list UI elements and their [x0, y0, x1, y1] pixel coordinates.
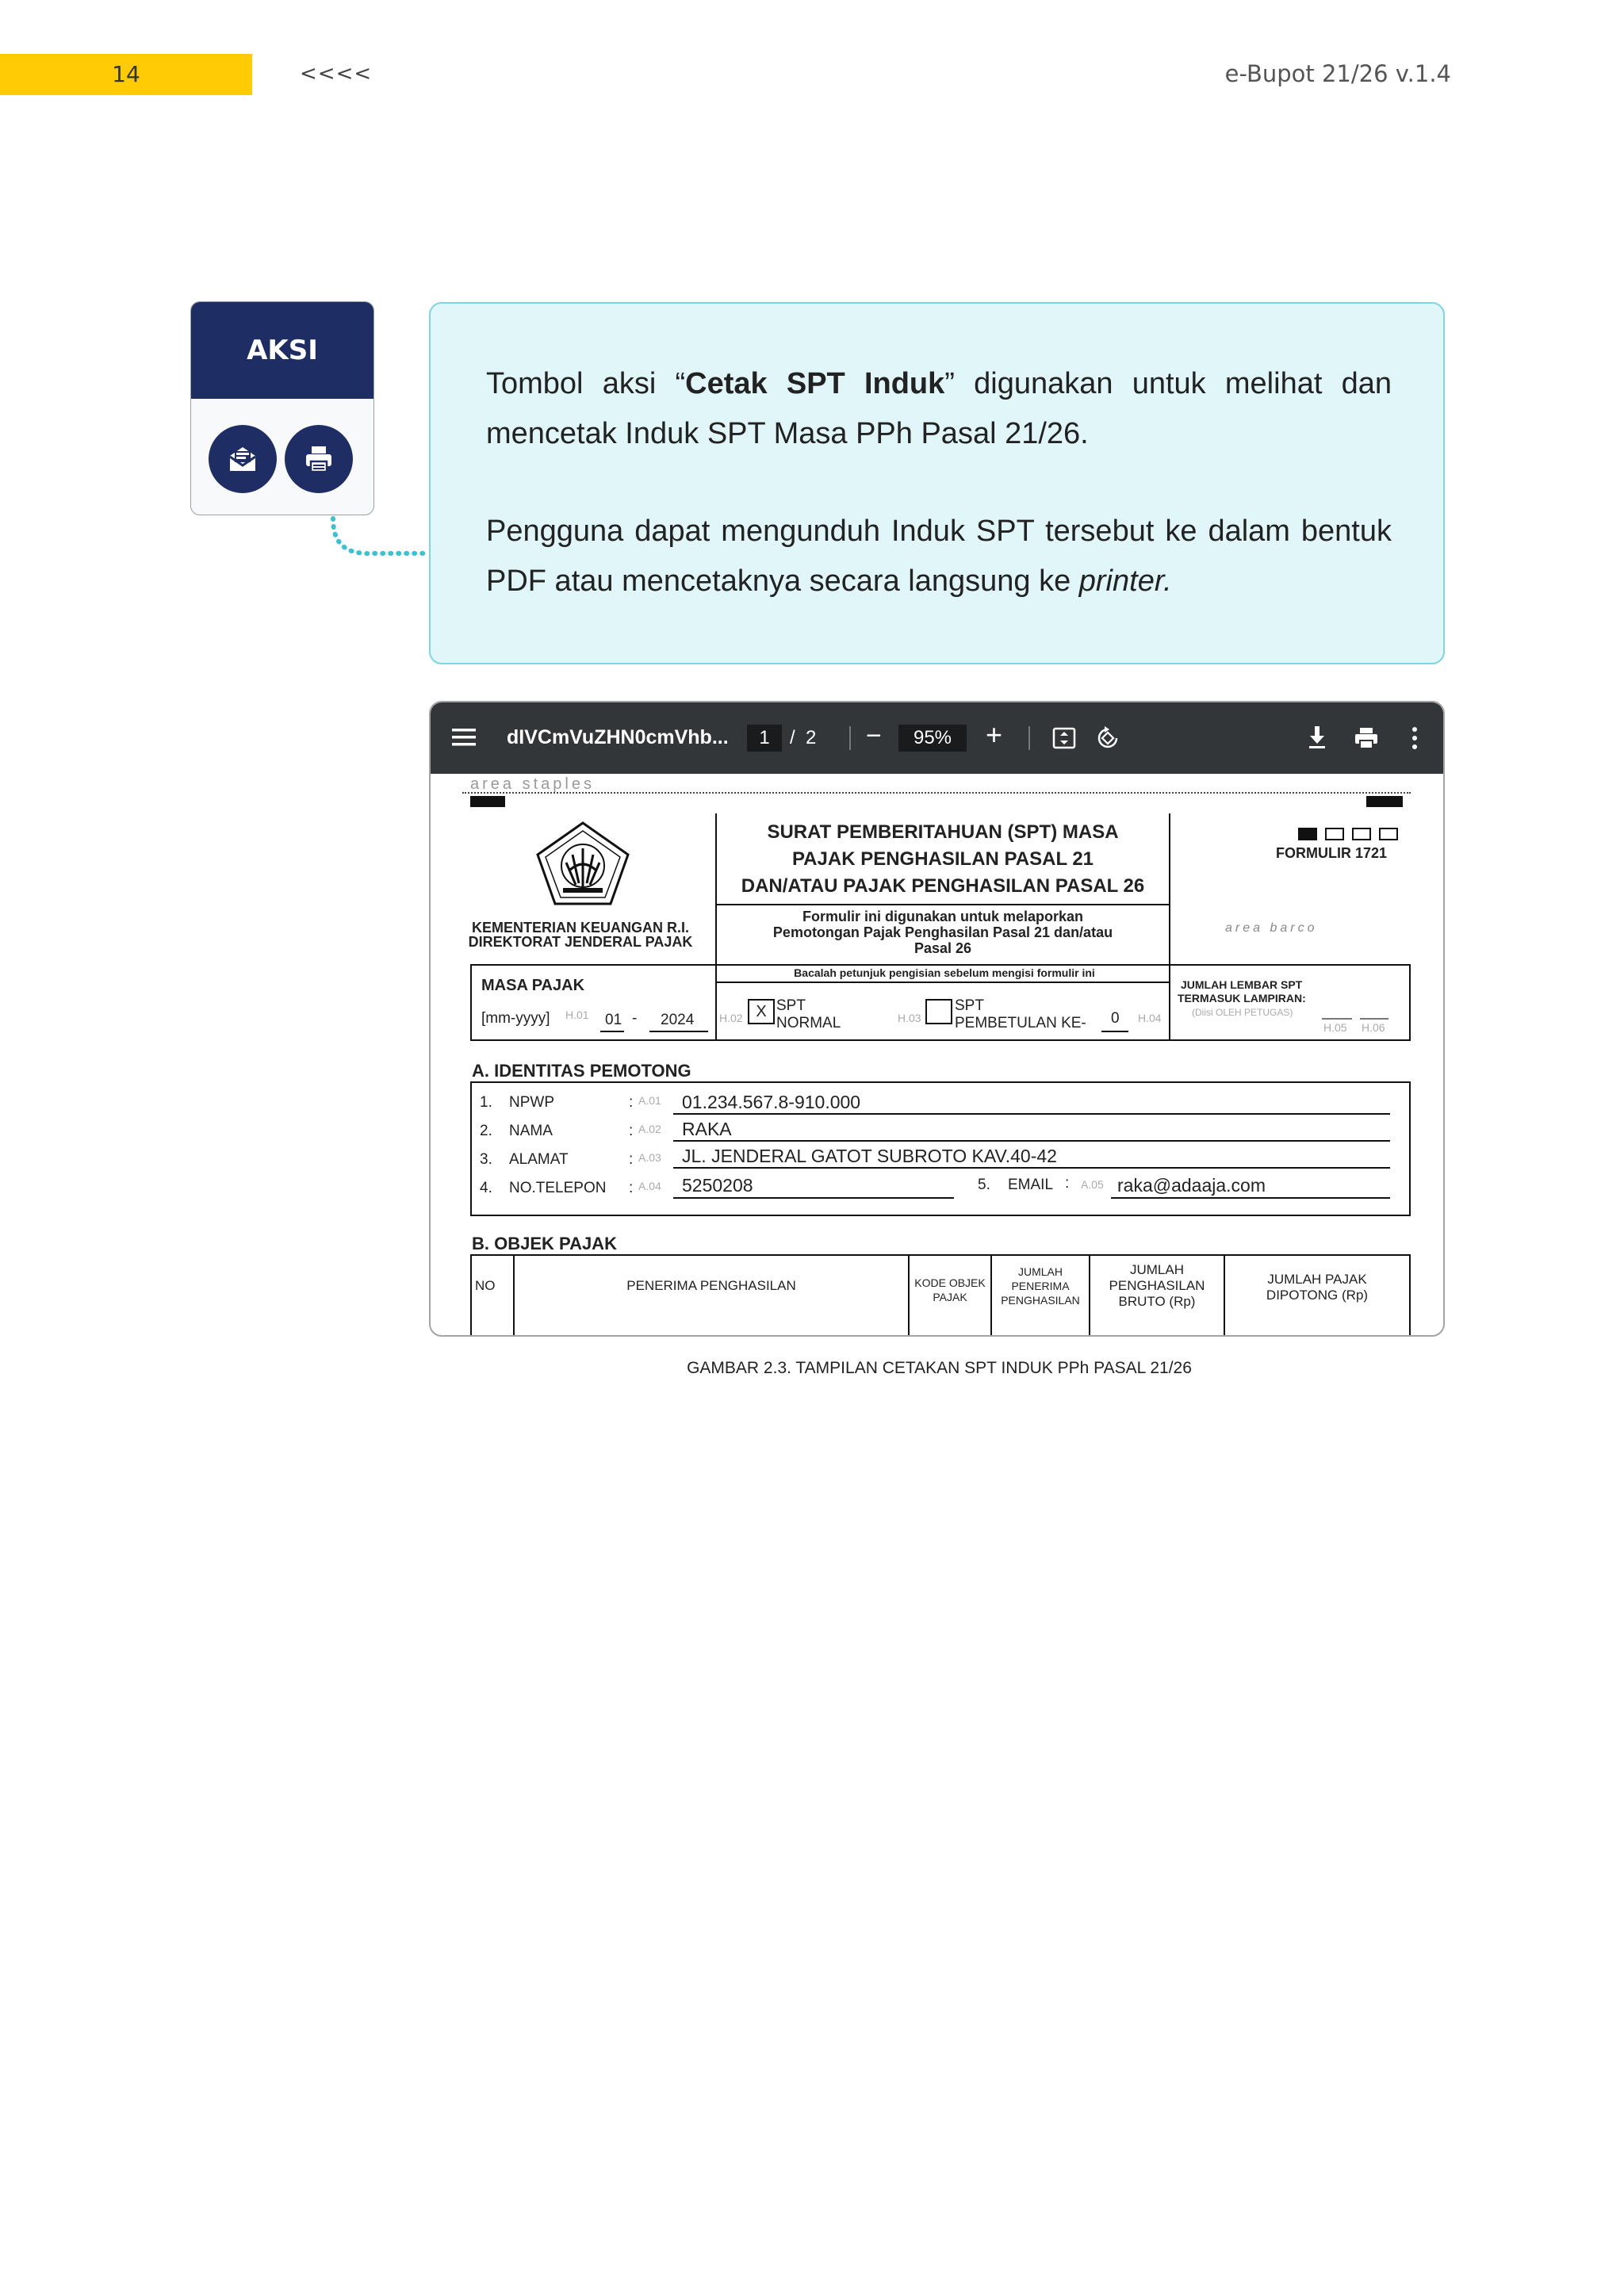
table-header-kode: PAJAK — [933, 1291, 967, 1303]
field-code: A.01 — [638, 1094, 661, 1107]
spt-title-line-1: SURAT PEMBERITAHUAN (SPT) MASA — [767, 821, 1119, 843]
ministry-logo — [534, 821, 631, 905]
callout-paragraph-1: Tombol aksi “Cetak SPT Induk” digunakan untuk melihat dan mencetak Induk SPT Masa PPh Pasal 21/26. — [486, 367, 1392, 450]
document-title: e-Bupot 21/26 v.1.4 — [1224, 60, 1451, 87]
colon: : — [629, 1180, 634, 1196]
print-icon — [303, 443, 335, 475]
staple-mark — [1366, 796, 1403, 807]
pdf-toolbar — [431, 702, 1443, 774]
spt-normal-checkbox: X — [748, 999, 775, 1024]
zoom-level-input[interactable]: 95% — [898, 725, 967, 752]
table-header-jumlah-penerima: PENERIMA — [1011, 1280, 1070, 1292]
section-b-title: B. OBJEK PAJAK — [472, 1234, 617, 1253]
lampiran-label-2: TERMASUK LAMPIRAN: — [1178, 992, 1306, 1004]
spt-pembetulan-label-1: SPT — [955, 997, 984, 1014]
spt-subtitle-line-1: Formulir ini digunakan untuk melaporkan — [802, 909, 1084, 924]
underline — [1111, 1197, 1390, 1199]
spt-subtitle-line-2: Pemotongan Pajak Penghasilan Pasal 21 dan/atau — [772, 924, 1113, 940]
page-number-input[interactable]: 1 — [747, 725, 782, 752]
form-box — [1325, 828, 1344, 840]
fit-page-icon[interactable] — [1052, 727, 1076, 749]
form-box-filled — [1298, 828, 1317, 840]
colon: : — [629, 1094, 634, 1111]
underline — [1101, 1031, 1128, 1032]
identity-num: 5. — [978, 1177, 990, 1193]
menu-icon[interactable] — [452, 727, 476, 748]
ministry-name: KEMENTERIAN KEUANGAN R.I. — [471, 920, 689, 936]
print-spt-button[interactable] — [285, 425, 353, 493]
formulir-label: FORMULIR 1721 — [1276, 845, 1388, 861]
table-header-jumlah-penerima: PENGHASILAN — [1001, 1294, 1080, 1307]
back-link[interactable]: <<<< — [300, 62, 373, 86]
rule — [717, 904, 1169, 905]
field-code: A.03 — [638, 1151, 661, 1164]
underline — [673, 1140, 1390, 1142]
divider — [715, 982, 1170, 983]
staple-line — [462, 792, 1411, 794]
aksi-card — [190, 301, 374, 515]
table-header-penerima: PENERIMA PENGHASILAN — [626, 1278, 796, 1293]
table-col — [470, 1254, 472, 1337]
identity-label: EMAIL — [1008, 1177, 1054, 1193]
identity-label: ALAMAT — [509, 1151, 569, 1168]
callout-paragraph-2: Pengguna dapat mengunduh Induk SPT tersebut ke dalam bentuk PDF atau mencetaknya secara langsung ke printer. — [486, 515, 1392, 598]
underline — [1322, 1018, 1352, 1020]
section-a-title: A. IDENTITAS PEMOTONG — [472, 1061, 691, 1081]
field-code: H.03 — [898, 1012, 921, 1024]
field-code: H.02 — [719, 1012, 743, 1024]
field-code: H.01 — [565, 1008, 589, 1021]
identity-num: 3. — [480, 1151, 492, 1168]
spt-title-line-2: PAJAK PENGHASILAN PASAL 21 — [791, 848, 1094, 870]
instruction-note: Bacalah petunjuk pengisian sebelum mengisi formulir ini — [794, 966, 1095, 979]
nama-value: RAKA — [682, 1119, 732, 1139]
email-value: raka@adaaja.com — [1117, 1175, 1266, 1196]
directorate-name: DIREKTORAT JENDERAL PAJAK — [468, 934, 693, 950]
header-divider — [1169, 813, 1170, 964]
total-pages: 2 — [806, 727, 817, 748]
table-header-no: NO — [475, 1278, 496, 1293]
pdf-viewer — [429, 701, 1445, 1337]
spt-subtitle-line-3: Pasal 26 — [914, 940, 972, 956]
description-callout — [429, 302, 1445, 664]
rotate-icon[interactable] — [1095, 725, 1120, 751]
masa-pajak-format: [mm-yyyy] — [481, 1010, 550, 1027]
lampiran-label-1: JUMLAH LEMBAR SPT — [1181, 978, 1303, 991]
table-col — [513, 1254, 515, 1337]
field-code: A.02 — [638, 1123, 661, 1135]
masa-year-value: 2024 — [661, 1012, 695, 1028]
divider — [715, 964, 717, 1041]
colon: : — [629, 1151, 634, 1168]
staple-mark — [470, 796, 505, 807]
table-header-bruto: BRUTO (Rp) — [1118, 1294, 1196, 1309]
underline — [600, 1031, 624, 1032]
table-header-jumlah-penerima: JUMLAH — [1017, 1265, 1063, 1278]
colon: : — [1065, 1175, 1070, 1192]
field-code: H.04 — [1138, 1012, 1162, 1024]
toolbar-divider — [849, 726, 851, 750]
page-number: 14 — [112, 61, 140, 87]
figure-caption: GAMBAR 2.3. TAMPILAN CETAKAN SPT INDUK PPh PASAL 21/26 — [687, 1359, 1192, 1377]
npwp-value: 01.234.567.8-910.000 — [682, 1092, 861, 1112]
table-header-bruto: PENGHASILAN — [1109, 1278, 1205, 1293]
table-top — [470, 1254, 1411, 1256]
identity-num: 4. — [480, 1180, 492, 1196]
masa-pajak-label: MASA PAJAK — [481, 977, 585, 994]
spt-normal-label-1: SPT — [776, 997, 806, 1014]
area-staples-label: area staples — [470, 775, 595, 793]
underline — [673, 1167, 1390, 1169]
table-header-pajak: JUMLAH PAJAK — [1267, 1272, 1367, 1287]
telepon-value: 5250208 — [682, 1175, 753, 1196]
alamat-value: JL. JENDERAL GATOT SUBROTO KAV.40-42 — [682, 1146, 1057, 1166]
table-col — [1409, 1254, 1411, 1337]
field-code: H.05 — [1323, 1021, 1347, 1034]
identity-label: NO.TELEPON — [509, 1180, 607, 1196]
spt-title-line-3: DAN/ATAU PAJAK PENGHASILAN PASAL 26 — [741, 875, 1145, 897]
identity-num: 1. — [480, 1094, 492, 1111]
open-spt-button[interactable] — [209, 425, 277, 493]
form-box — [1352, 828, 1371, 840]
spt-normal-label-2: NORMAL — [776, 1015, 841, 1031]
underline — [673, 1197, 954, 1199]
masa-month-value: 01 — [605, 1012, 622, 1028]
date-dash: - — [632, 1010, 638, 1027]
lampiran-note: (Diisi OLEH PETUGAS) — [1192, 1007, 1293, 1018]
identity-label: NAMA — [509, 1123, 553, 1139]
table-header-pajak: DIPOTONG (Rp) — [1266, 1288, 1369, 1303]
table-header-kode: KODE OBJEK — [914, 1276, 986, 1289]
field-code: H.06 — [1362, 1021, 1385, 1034]
underline — [649, 1031, 708, 1032]
more-options-icon[interactable] — [1411, 726, 1419, 750]
aksi-title: AKSI — [191, 302, 373, 399]
open-envelope-icon — [227, 443, 259, 475]
identity-label: NPWP — [509, 1094, 554, 1111]
spt-pembetulan-label-2: PEMBETULAN KE- — [955, 1015, 1086, 1031]
print-icon[interactable] — [1354, 726, 1379, 750]
colon: : — [629, 1123, 634, 1139]
download-icon[interactable] — [1306, 725, 1328, 750]
underline — [673, 1113, 1390, 1115]
spt-form-page — [431, 774, 1443, 1337]
identity-num: 2. — [480, 1123, 492, 1139]
pembetulan-value: 0 — [1111, 1010, 1120, 1027]
table-header-bruto: JUMLAH — [1129, 1262, 1184, 1277]
field-code: A.05 — [1081, 1178, 1104, 1191]
divider — [1169, 964, 1170, 1041]
underline — [1360, 1018, 1388, 1020]
zoom-in-button[interactable]: + — [986, 718, 1003, 751]
field-code: A.04 — [638, 1180, 661, 1192]
callout-connector — [325, 515, 436, 563]
page-separator: / — [790, 727, 795, 748]
form-box — [1379, 828, 1398, 840]
zoom-out-button[interactable]: − — [866, 721, 882, 751]
pdf-file-name: dIVCmVuZHN0cmVhb... — [507, 726, 729, 748]
toolbar-divider — [1028, 726, 1030, 750]
area-barcode-label: area barco — [1225, 921, 1318, 935]
spt-pembetulan-checkbox — [925, 999, 952, 1024]
